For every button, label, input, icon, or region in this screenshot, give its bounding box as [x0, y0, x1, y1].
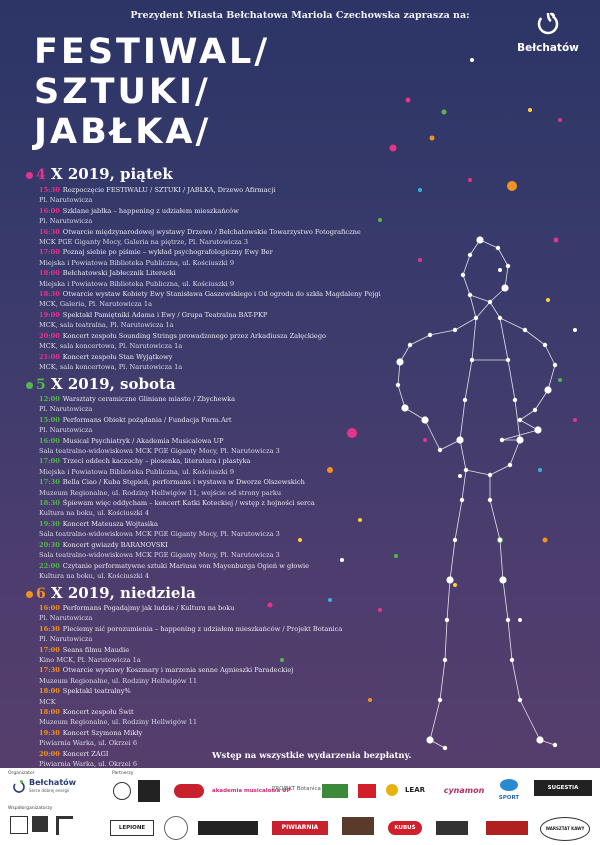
event-location: Kino MCK, Pl. Narutowicza 1a — [39, 656, 141, 665]
partners-label: Partnerzy — [112, 771, 134, 776]
sponsor-lear-icon — [386, 784, 398, 796]
gallery-logo-icon — [56, 816, 73, 835]
events-saturday — [39, 394, 369, 581]
event-time: 19:30 — [39, 519, 60, 528]
city-name: Bełchatów — [517, 42, 579, 54]
organizer-logo-icon — [12, 779, 26, 793]
event-location: Miejska i Powiatowa Biblioteka Publiczna, ul. Kościuszki 9 — [39, 467, 235, 476]
event-time: 21:00 — [39, 352, 60, 361]
event-location: Muzeum Regionalne, ul. Rodziny Hellwigów 11 — [39, 718, 198, 727]
event-location: Sala teatralno-widowiskowa MCK PGE Giganty Mocy, Pl. Narutowicza 3 — [39, 447, 280, 456]
sponsor-lepione: LEPIONE — [110, 820, 154, 836]
event-location: Piwiarnia Warka, ul. Okrzei 6 — [39, 739, 138, 748]
sponsor-sport: SPORT — [498, 795, 520, 801]
pink-dot-icon — [26, 172, 33, 179]
event-location: Kultura na boku, ul. Kościuszki 4 — [39, 509, 150, 518]
event-title: Poznaj siebie po piśmie – wykład psychografologiczny Ewy Ber — [62, 248, 273, 257]
event-time: 16:30 — [39, 624, 60, 633]
event-title: Koncert Mateusza Wojtasika — [62, 519, 158, 528]
partner-logo-1-icon — [113, 782, 131, 800]
header-invitation: Prezydent Miasta Bełchatowa Mariola Czechowska zaprasza na: — [130, 10, 470, 21]
event-location: MCK — [39, 697, 56, 706]
event-title: Czytanie performatywne sztuki Mariusa von Mayenburga Ogień w głowie — [62, 561, 309, 570]
event-time: 16:00 — [39, 206, 60, 215]
sponsor-lear: LEAR — [404, 786, 426, 794]
event-row — [39, 540, 369, 550]
day-heading-saturday: 5 X 2019, sobota — [26, 375, 176, 394]
event-location: Pl. Narutowicza — [39, 196, 93, 205]
event-time: 16:00 — [39, 604, 60, 612]
event-time: 16:30 — [39, 227, 60, 236]
event-location: MCK, sala koncertowa, Pl. Narutowicza 1a — [39, 362, 183, 371]
event-time: 17:00 — [39, 457, 60, 466]
event-time: 16:00 — [39, 436, 60, 445]
event-time: 18:30 — [39, 290, 60, 299]
event-time: 17:00 — [39, 645, 60, 654]
event-title: Koncert zespołu Sounding Strings prowadzonego przez Arkadiusza Załęckiego — [62, 331, 327, 340]
event-row — [39, 519, 369, 529]
event-time: 15:00 — [39, 415, 60, 424]
partner-logo-7-icon — [198, 821, 258, 835]
event-time: 22:00 — [39, 561, 60, 570]
event-title: Koncert Szymona Mikły — [62, 728, 143, 737]
partner-logo-3-icon — [174, 784, 204, 798]
event-time: 18:00 — [39, 708, 60, 717]
event-title: Rozpoczęcie FESTIWALU / SZTUKI / JABŁKA, Drzewo Afirmacji — [62, 186, 276, 194]
event-time: 18:00 — [39, 687, 60, 696]
sponsor-cynamon: cynamon — [443, 786, 485, 795]
partner-logo-9-icon — [436, 821, 468, 835]
event-title: Performans Obiekt pożądania / Fundacja Form.Art — [62, 415, 232, 424]
partner-logo-8-icon — [342, 817, 374, 835]
event-title: Koncert gwiazdy BARANOVSKI — [62, 540, 168, 549]
event-title: Spektakl teatralny% — [62, 687, 131, 696]
events-friday — [39, 185, 381, 372]
event-location: Pl. Narutowicza — [39, 217, 93, 226]
event-row — [39, 603, 369, 613]
sponsor-warsztat-kawy: WARSZTAT KAWY — [540, 817, 590, 841]
event-row — [39, 707, 369, 717]
organizer-tagline: Serce dobrej energii — [29, 788, 70, 793]
event-location: MCK, Galeria, Pl. Narutowicza 1a — [39, 300, 153, 309]
event-location: Pl. Narutowicza — [39, 426, 93, 435]
event-row — [39, 415, 369, 425]
event-row — [39, 624, 369, 634]
event-row — [39, 436, 369, 446]
free-entry-note: Wstęp na wszystkie wydarzenia bezpłatny. — [212, 751, 412, 761]
library-logo-icon — [32, 816, 48, 832]
sport-logo-icon — [500, 779, 518, 791]
event-location: Pl. Narutowicza — [39, 405, 93, 414]
event-row — [39, 665, 369, 675]
event-row — [39, 686, 369, 696]
partner-logo-2-icon — [138, 780, 160, 802]
event-title: Pleciemy nić porozumienia – happening z udziałem mieszkańców / Projekt Botanica — [62, 624, 343, 633]
event-location: MCK, sala koncertowa, Pl. Narutowicza 1a — [39, 342, 183, 351]
event-location: Sala teatralno-widowiskowa MCK PGE Giganty Mocy, Pl. Narutowicza 3 — [39, 530, 280, 539]
event-location: Sala teatralno-widowiskowa MCK PGE Giganty Mocy, Pl. Narutowicza 3 — [39, 551, 280, 560]
museum-logo-icon — [10, 816, 28, 834]
apple-power-icon — [535, 10, 561, 36]
event-row — [39, 352, 369, 362]
coorganizer-label: Współorganizatorzy — [8, 806, 53, 811]
sponsor-sugestia: SUGESTIA — [534, 780, 592, 796]
event-location: Kultura na boku, ul. Kościuszki 4 — [39, 571, 150, 580]
partner-logo-4-icon — [322, 784, 348, 798]
event-location: MCK, sala teatralna, Pl. Narutowicza 1a — [39, 321, 174, 330]
city-logo[interactable] — [508, 10, 588, 54]
event-title: Otwarcie wystaw Kobiety Ewy Stanisława Gaszewskiego i Od ogrodu do szkła Magdaleny Pejgi — [62, 290, 381, 299]
event-row — [39, 477, 369, 487]
event-row — [39, 394, 369, 404]
event-row — [39, 498, 369, 508]
event-location: Muzeum Regionalne, ul. Rodziny Hellwigów 11, wejście od strony parku — [39, 488, 282, 497]
event-location: Miejska i Powiatowa Biblioteka Publiczna, ul. Kościuszki 9 — [39, 279, 235, 288]
green-dot-icon — [26, 382, 33, 389]
event-title: Szklane jabłka – happening z udziałem mieszkańców — [62, 206, 239, 215]
event-time: 17:30 — [39, 666, 60, 675]
event-title: Śpiewam więc oddycham – koncert Katki Koteckiej / wstęp z hojności serca — [62, 499, 315, 508]
footer-partners — [0, 768, 600, 845]
event-title: Bełchatowski Jabłecznik Literacki — [62, 269, 176, 278]
day-heading-sunday: 6 X 2019, niedziela — [26, 584, 196, 603]
event-title: Koncert zespołu Stan Wyjątkowy — [62, 352, 173, 361]
partner-logo-5-icon — [358, 784, 376, 798]
title-line-2: SZTUKI/ — [34, 72, 211, 112]
event-row — [39, 456, 369, 466]
partner-logo-6-icon — [164, 816, 188, 840]
event-time: 17:30 — [39, 478, 60, 487]
event-title: Koncert ZAGI — [62, 749, 109, 758]
event-row — [39, 331, 369, 341]
event-time: 15:30 — [39, 186, 60, 194]
event-title: Otwarcie wystawy Koszmary i marzenia senne Agnieszki Paradeckiej — [62, 666, 294, 675]
event-time: 19:00 — [39, 310, 60, 319]
sponsor-projekt: PROJEKT Botanica — [272, 786, 321, 792]
event-time: 19:30 — [39, 728, 60, 737]
event-title: Spektakl Pamiętniki Adama i Ewy / Grupa Teatralna BAT-PKP — [62, 310, 268, 319]
event-row — [39, 310, 369, 320]
event-title: Warsztaty ceramiczne Gliniane miasto / Zbychewka — [62, 395, 236, 403]
event-title: Bella Ciao / Kuba Stępień, performans i wystawa w Dworze Olszewskich — [62, 478, 305, 487]
event-title: Seans filmu Maudie — [62, 645, 130, 654]
event-row — [39, 289, 381, 299]
event-time: 20:00 — [39, 331, 60, 340]
event-row — [39, 247, 369, 257]
event-title: Trzeci oddech kaczuchy – piosenka, literatura i plastyka — [62, 457, 251, 466]
title-line-3: JABŁKA/ — [34, 112, 212, 152]
sponsor-kubus: KUBUŚ — [388, 821, 422, 835]
event-location: Miejska i Powiatowa Biblioteka Publiczna, ul. Kościuszki 9 — [39, 258, 235, 267]
event-time: 17:00 — [39, 248, 60, 257]
events-sunday — [39, 603, 369, 770]
event-row — [39, 185, 369, 195]
event-time: 18:30 — [39, 499, 60, 508]
event-row — [39, 728, 369, 738]
orange-dot-icon — [26, 591, 33, 598]
event-title: Performans Pogadajmy jak ludzie / Kultura na boku — [62, 604, 235, 612]
event-location: Piwiarnia Warka, ul. Okrzei 6 — [39, 760, 138, 769]
organizer-name: Bełchatów — [29, 778, 77, 787]
event-row — [39, 645, 369, 655]
event-location: Muzeum Regionalne, ul. Rodziny Hellwigów 11 — [39, 676, 198, 685]
sponsor-akademia: akademia musicalowa UP — [212, 788, 291, 794]
event-location: Pl. Narutowicza — [39, 635, 93, 644]
event-time: 12:00 — [39, 395, 60, 403]
event-time: 20:30 — [39, 540, 60, 549]
event-title: Otwarcie międzynarodowej wystawy Drzewo / Bełchatowskie Towarzystwo Fotograficzne — [62, 227, 361, 236]
event-location: MCK PGE Giganty Mocy, Galeria na piętrze, Pl. Narutowicza 3 — [39, 238, 249, 247]
sponsor-piwiarnia: PIWIARNIA — [272, 821, 328, 835]
organizer-label: Organizator — [8, 771, 35, 776]
event-row — [39, 561, 369, 571]
title-line-1: FESTIWAL/ — [34, 32, 271, 72]
event-row — [39, 227, 369, 237]
event-time: 18:00 — [39, 269, 60, 278]
event-title: Koncert zespołu Świt — [62, 708, 134, 717]
event-location: Pl. Narutowicza — [39, 614, 93, 623]
day-heading-friday: 4 X 2019, piątek — [26, 165, 173, 184]
event-row — [39, 268, 369, 278]
event-title: Musical Psychiatryk / Akademia Musicalowa UP — [62, 436, 224, 445]
event-row — [39, 206, 369, 216]
event-time: 20:00 — [39, 749, 60, 758]
partner-logo-10-icon — [486, 821, 528, 835]
